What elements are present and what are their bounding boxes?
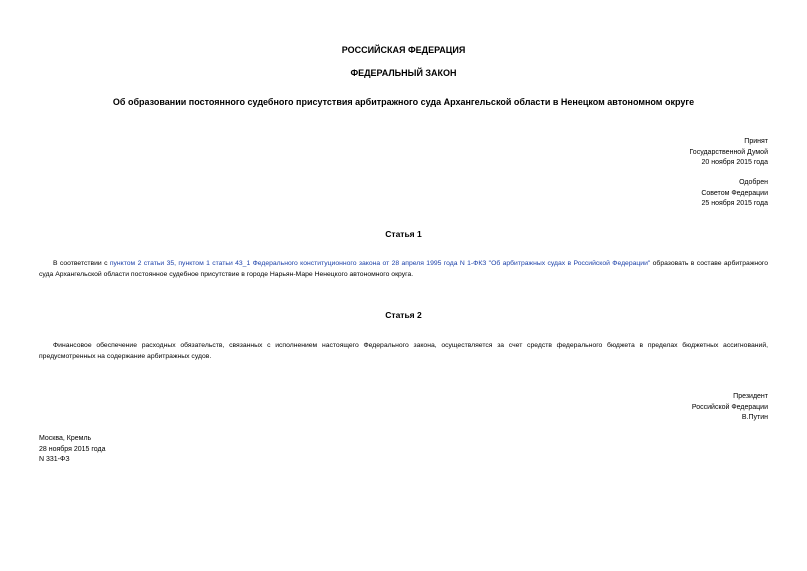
footer-date: 28 ноября 2015 года bbox=[39, 445, 106, 453]
adopted-block bbox=[689, 137, 768, 169]
approved-date: 25 ноября 2015 года bbox=[701, 200, 768, 207]
country-heading: РОССИЙСКАЯ ФЕДЕРАЦИЯ bbox=[341, 45, 466, 55]
footer-block bbox=[39, 434, 105, 466]
article-1-text-after: образовать в составе арбитражного суда Архангельской области постоянное судебное присутствие в городе Нарьян-Маре Ненецкого автономного округа. bbox=[39, 260, 769, 278]
article-1-text bbox=[39, 258, 768, 280]
adopted-date: 20 ноября 2015 года bbox=[701, 159, 768, 166]
footer-number: N 331-ФЗ bbox=[39, 456, 70, 463]
article-2-text bbox=[39, 340, 768, 362]
signature-name: В.Путин bbox=[741, 414, 768, 421]
approved-body: Советом Федерации bbox=[701, 189, 768, 197]
adopted-body: Государственной Думой bbox=[689, 148, 768, 156]
footer-place: Москва, Кремль bbox=[39, 435, 92, 442]
article-1-law-link[interactable]: пунктом 2 статьи 35, пунктом 1 статьи 43_1 Федерального конституционного закона от 28 апреля 1995 года N 1-ФКЗ "Об арбитражных судах в Российской Федерации" bbox=[109, 260, 651, 267]
signature-title: Президент bbox=[733, 393, 768, 400]
adopted-label: Принят bbox=[744, 138, 768, 145]
article-1-heading: Статья 1 bbox=[385, 229, 422, 239]
document-type-heading: ФЕДЕРАЛЬНЫЙ ЗАКОН bbox=[350, 68, 457, 78]
article-1-text-before: В соответствии с bbox=[53, 260, 110, 267]
article-2-body: Финансовое обеспечение расходных обязательств, связанных с исполнением настоящего Федерального закона, осуществляется за счет средств федерального бюджета в пределах бюджетных ассигнований, предусмотренных на содержание арбитражных судов. bbox=[39, 342, 768, 360]
signature-country: Российской Федерации bbox=[691, 403, 768, 411]
approved-label: Одобрен bbox=[739, 179, 768, 186]
signature-block bbox=[692, 392, 768, 424]
law-title: Об образовании постоянного судебного присутствия арбитражного суда Архангельской области в Ненецком автономном округе bbox=[112, 97, 695, 107]
article-2-heading: Статья 2 bbox=[385, 310, 422, 320]
approved-block bbox=[701, 178, 768, 210]
